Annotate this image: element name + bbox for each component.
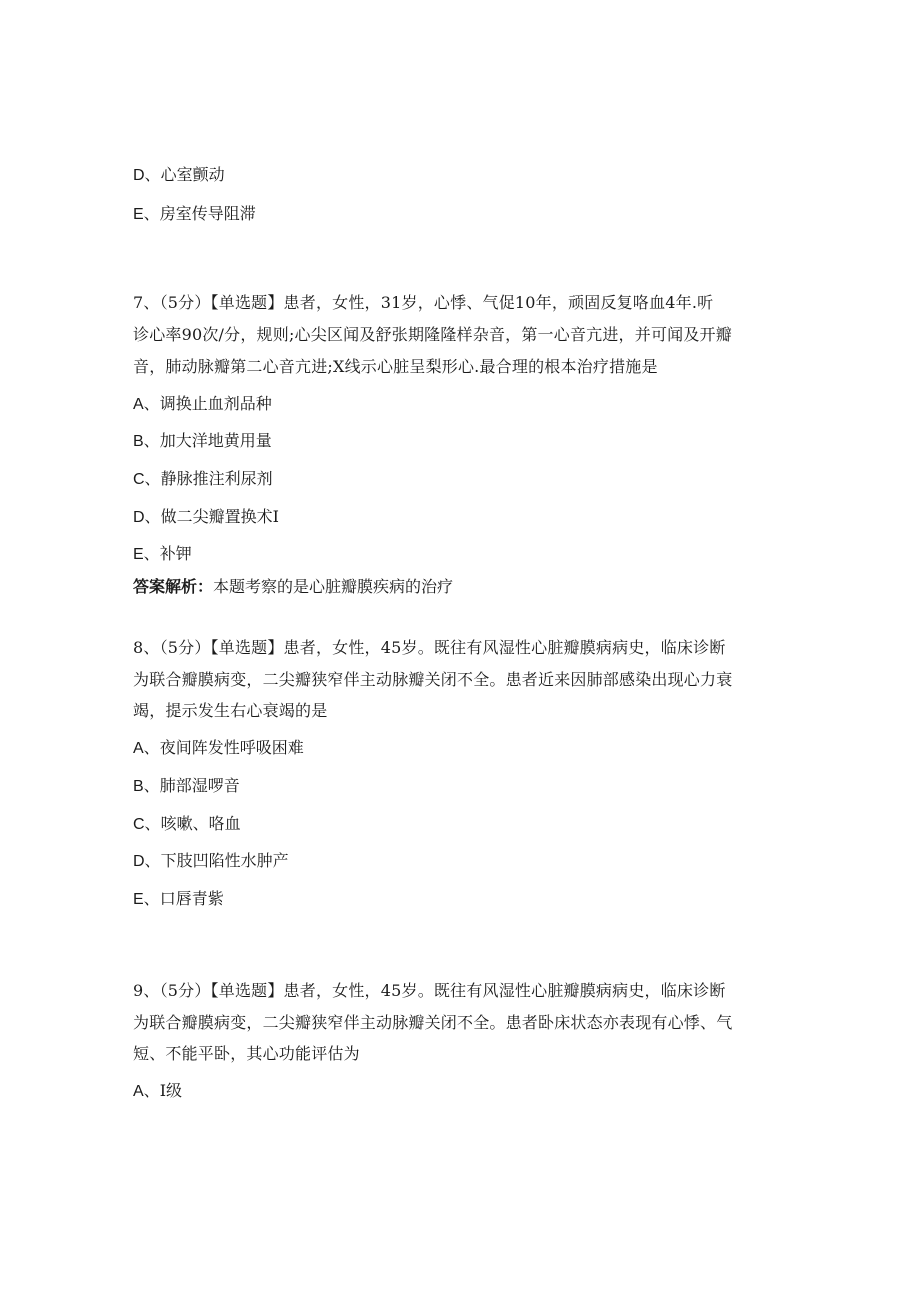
option-text: I级 [159,1081,183,1100]
q7-stem-line-2: 诊心率90次/分，规则;心尖区闻及舒张期隆隆样杂音，第一心音亢进，并可闻及开瓣 [133,325,732,344]
option-text: 心室颤动 [160,165,225,184]
option-text: 口唇青紫 [159,889,224,908]
option-letter: E、 [133,546,160,563]
option-letter: A、 [133,1083,160,1100]
option-letter: A、 [133,396,160,413]
option-text: 做二尖瓣置换术I [160,507,279,526]
option-text: 调换止血剂品种 [159,394,272,413]
option-letter: D、 [133,509,161,526]
q9-stem-line-2: 为联合瓣膜病变，二尖瓣狭窄伴主动脉瓣关闭不全。患者卧床状态亦表现有心悸、气 [133,1013,733,1032]
q8-stem-line-1: 8、（5分）【单选题】患者，女性，45岁。既往有风湿性心脏瓣膜病病史，临床诊断 [133,638,726,657]
q7-option-c [133,469,273,490]
option-text: 加大洋地黄用量 [159,431,272,450]
option-text: 补钾 [159,544,192,563]
q7-option-e [133,544,192,565]
q7-answer-analysis [133,577,453,597]
analysis-label: 答案解析： [133,577,214,596]
q7-option-a [133,394,272,415]
q8-option-d [133,851,289,872]
q7-option-b [133,431,272,452]
option-text: 夜间阵发性呼吸困难 [159,738,304,757]
q6-option-d [133,165,225,186]
q9-stem-line-3: 短、不能平卧，其心功能评估为 [133,1044,360,1063]
option-letter: C、 [133,816,161,833]
q7-option-d [133,507,279,528]
q8-stem-line-3: 竭，提示发生右心衰竭的是 [133,701,328,720]
option-letter: B、 [133,778,160,795]
q6-option-e [133,204,256,225]
q9-option-a [133,1081,182,1102]
q9-stem-line-1: 9、（5分）【单选题】患者，女性，45岁。既往有风湿性心脏瓣膜病病史，临床诊断 [133,981,726,1000]
option-text: 静脉推注利尿剂 [160,469,273,488]
option-text: 咳嗽、咯血 [160,814,241,833]
option-text: 房室传导阻滞 [159,204,256,223]
option-text: 肺部湿啰音 [159,776,240,795]
option-letter: E、 [133,206,160,223]
option-letter: D、 [133,853,161,870]
q8-option-b [133,776,240,797]
option-letter: B、 [133,433,160,450]
q8-option-e [133,889,224,910]
option-letter: A、 [133,740,160,757]
option-letter: D、 [133,167,161,184]
option-text: 下肢凹陷性水肿产 [160,851,289,870]
option-letter: C、 [133,471,161,488]
q8-stem-line-2: 为联合瓣膜病变，二尖瓣狭窄伴主动脉瓣关闭不全。患者近来因肺部感染出现心力衰 [133,670,733,689]
q7-stem-line-3: 音，肺动脉瓣第二心音亢进;X线示心脏呈梨形心.最合理的根本治疗措施是 [133,357,658,376]
q8-option-c [133,814,241,835]
q8-option-a [133,738,304,759]
analysis-text: 本题考察的是心脏瓣膜疾病的治疗 [213,577,454,596]
option-letter: E、 [133,891,160,908]
q7-stem-line-1: 7、（5分）【单选题】患者，女性，31岁，心悸、气促10年，顽固反复咯血4年.听 [133,293,714,312]
